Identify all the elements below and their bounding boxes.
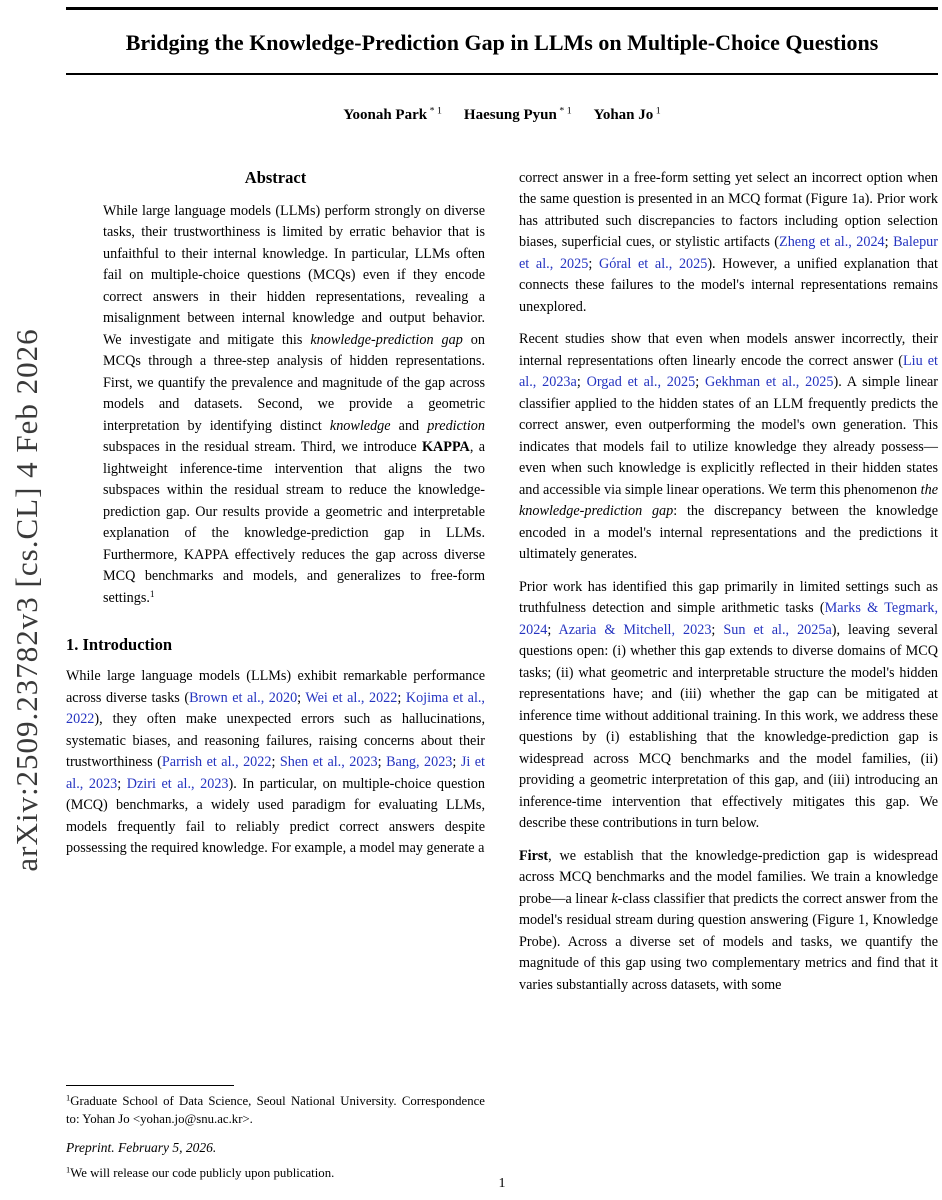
text-segment: ; [547,621,559,638]
text-segment: First [519,847,549,864]
title-rule-bottom [66,73,938,75]
text-segment: subspaces in the residual stream. Third, we introduce [103,439,422,455]
intro-paragraph-1 [66,666,485,860]
text-segment: ; [297,689,306,706]
text-segment: Graduate School of Data Science, Seoul National University. Correspondence to: Yohan Jo <yohan.jo@snu.ac.kr>. [66,1094,485,1126]
preprint-note: Preprint. February 5, 2026. [66,1140,217,1155]
text-segment: ; [377,754,387,770]
citation-link[interactable]: Dziri et al., 2023 [126,775,229,792]
citation-link[interactable]: Ji et al., 2023 [66,754,486,792]
paper-title: Bridging the Knowledge-Prediction Gap in LLMs on Multiple-Choice Questions [125,30,879,55]
text-segment: ), leaving several questions open: (i) whether this gap extends to diverse domains of MCQ tasks; (ii) what geometric and interpretable structure the model's hidden representations have; and (iii) whether the gap can be mitigated at inference time without additional training. In this work, we address these questions by (i) establishing that the knowledge-prediction gap is widespread across MCQ benchmarks and the model families, (ii) providing a geometric interpretation of this gap, and (iii) introducing an inference-time intervention that effectively mitigates this gap. We describe these contributions in turn below. [519,621,938,831]
text-segment: 1 [66,1163,71,1174]
section-heading-introduction: 1. Introduction [66,635,173,654]
authors-line [66,107,938,124]
text-segment: We will release our code publicly upon publication. [70,1165,335,1180]
footnote-rule [66,1085,234,1086]
text-segment: knowledge-prediction gap [310,331,463,348]
text-segment: ). A simple linear classifier applied to the hidden states of an LLM frequently predicts the correct answer, even outperforming the model's own generation. This indicates that models fail to utilize knowledge they already possess—even when such knowledge is explicitly reflected in their hidden states and accessible via simple linear operations. We term this phenomenon [519,374,939,498]
text-segment: KAPPA [422,439,470,455]
two-column-body [66,168,938,1008]
text-segment: 1 [149,589,155,600]
abstract-text [103,201,485,610]
text-segment: ; [588,255,599,272]
citation-link[interactable]: Parrish et al., 2022 [161,754,272,770]
text-segment: * 1 [556,105,572,117]
text-segment: and [390,417,428,434]
right-paragraph-1 [519,168,938,319]
citation-link[interactable]: Kojima et al., 2022 [66,689,485,727]
citation-link[interactable]: Zheng et al., 2024 [779,234,885,250]
text-segment: Yoonah Park [343,106,428,123]
text-segment: : the discrepancy between the knowledge encoded in a model's internal representations and the predictions it ultimately generates. [519,503,939,562]
citation-link[interactable]: Liu et al., 2023a [519,352,938,390]
text-segment: correct answer in a free-form setting yet select an incorrect option when the same question is presented in an MCQ format (Figure 1a). Prior work has attributed such discrepancies to factors including option selection biases, superficial cues, or stylistic artifacts ( [519,169,938,250]
text-segment: ; [711,621,724,638]
text-segment: * 1 [427,105,442,117]
right-column [519,168,938,1008]
text-segment: Haesung Pyun [463,106,557,123]
text-segment: , we establish that the knowledge-prediction gap is widespread across MCQ benchmarks and the model families. We train a knowledge probe—a linear [519,847,938,907]
citation-link[interactable]: Góral et al., 2025 [598,255,708,272]
text-segment: -class classifier that predicts the correct answer from the model's residual stream during question answering (Figure 1, Knowledge Probe). Across a diverse set of models and tasks, we quantify the magnitude of this gap using two complementary metrics and find that it varies substantially across datasets, with some [519,890,938,993]
text-segment: Prior work has identified this gap primarily in limited settings such as truthfulness detection and simple arithmetic tasks ( [519,578,938,616]
citation-link[interactable]: Balepur et al., 2025 [519,234,938,272]
text-segment: on MCQs through a three-step analysis of hidden representations. First, we quantify the prevalence and magnitude of the gap across models and datasets. Second, we provide a geometric interpretation by identifying distinct [103,331,485,434]
text-segment: ; [576,374,587,390]
text-segment: , a lightweight inference-time intervention that aligns the two subspaces within the residual stream to reduce the knowledge-prediction gap. Our results provide a geometric and interpretable explanation of the knowledge-prediction gap in LLMs. Furthermore, KAPPA effectively reduces the gap across diverse MCQ benchmarks and models, and generalizes to free-form settings. [103,439,485,606]
text-segment: prediction [427,417,485,434]
text-segment: 1 [653,105,661,117]
text-segment: While large language models (LLMs) perform strongly on diverse tasks, their trustworthiness is limited by erratic behavior that is unfaithful to their internal knowledge. In particular, LLMs often fail on multiple-choice questions (MCQs) even if they encode correct answers in their hidden representations, revealing a misalignment between internal knowledge and output behavior. We investigate and mitigate this [103,202,485,348]
text-segment: k [611,890,618,907]
text-segment: 1 [66,1092,71,1103]
citation-link[interactable]: Orgad et al., 2025 [586,374,696,390]
text-segment: ; [452,754,461,770]
page-number: 1 [498,1176,506,1191]
footnote-block [66,1085,485,1182]
text-segment: ). In particular, on multiple-choice question (MCQ) benchmarks, a widely used paradigm for evaluating LLMs, models frequently fail to reliably predict correct answers despite possessing the required knowledge. For example, a model may generate a [66,775,485,856]
right-paragraph-4 [519,846,938,997]
text-segment: ; [695,374,705,390]
text-segment: Recent studies show that even when models answer incorrectly, their internal representations often linearly encode the correct answer ( [519,331,938,369]
arxiv-watermark: arXiv:2509.23782v3 [cs.CL] 4 Feb 2026 [9,328,44,872]
citation-link[interactable]: Shen et al., 2023 [279,754,378,770]
text-segment: ; [117,775,127,792]
footnote-affiliation [66,1093,485,1128]
text-segment: While large language models (LLMs) exhibit remarkable performance across diverse tasks ( [66,668,485,706]
citation-link[interactable]: Bang, 2023 [386,754,453,770]
text-segment: ). However, a unified explanation that connects these failures to the model's internal representations remains unexplored. [519,255,938,315]
text-segment: Yohan Jo [593,106,654,123]
page-content [66,0,938,1200]
text-segment: ), they often make unexpected errors such as hallucinations, systematic biases, and reasoning failures, raising concerns about their trustworthiness ( [66,711,485,770]
abstract-heading: Abstract [244,167,307,187]
right-paragraph-3 [519,577,938,835]
citation-link[interactable]: Brown et al., 2020 [189,689,298,706]
text-segment: ; [884,234,894,250]
citation-link[interactable]: Gekhman et al., 2025 [704,374,834,390]
text-segment: knowledge [329,417,391,434]
citation-link[interactable]: Wei et al., 2022 [305,689,398,706]
citation-link[interactable]: Sun et al., 2025a [723,621,832,638]
title-rule-top [66,7,938,10]
text-segment: ; [397,689,406,706]
right-paragraph-2 [519,329,938,566]
left-column [66,168,485,1008]
text-segment: ; [271,754,280,770]
citation-link[interactable]: Azaria & Mitchell, 2023 [558,621,712,638]
text-segment: the knowledge-prediction gap [519,481,938,519]
citation-link[interactable]: Marks & Tegmark, 2024 [519,600,938,638]
